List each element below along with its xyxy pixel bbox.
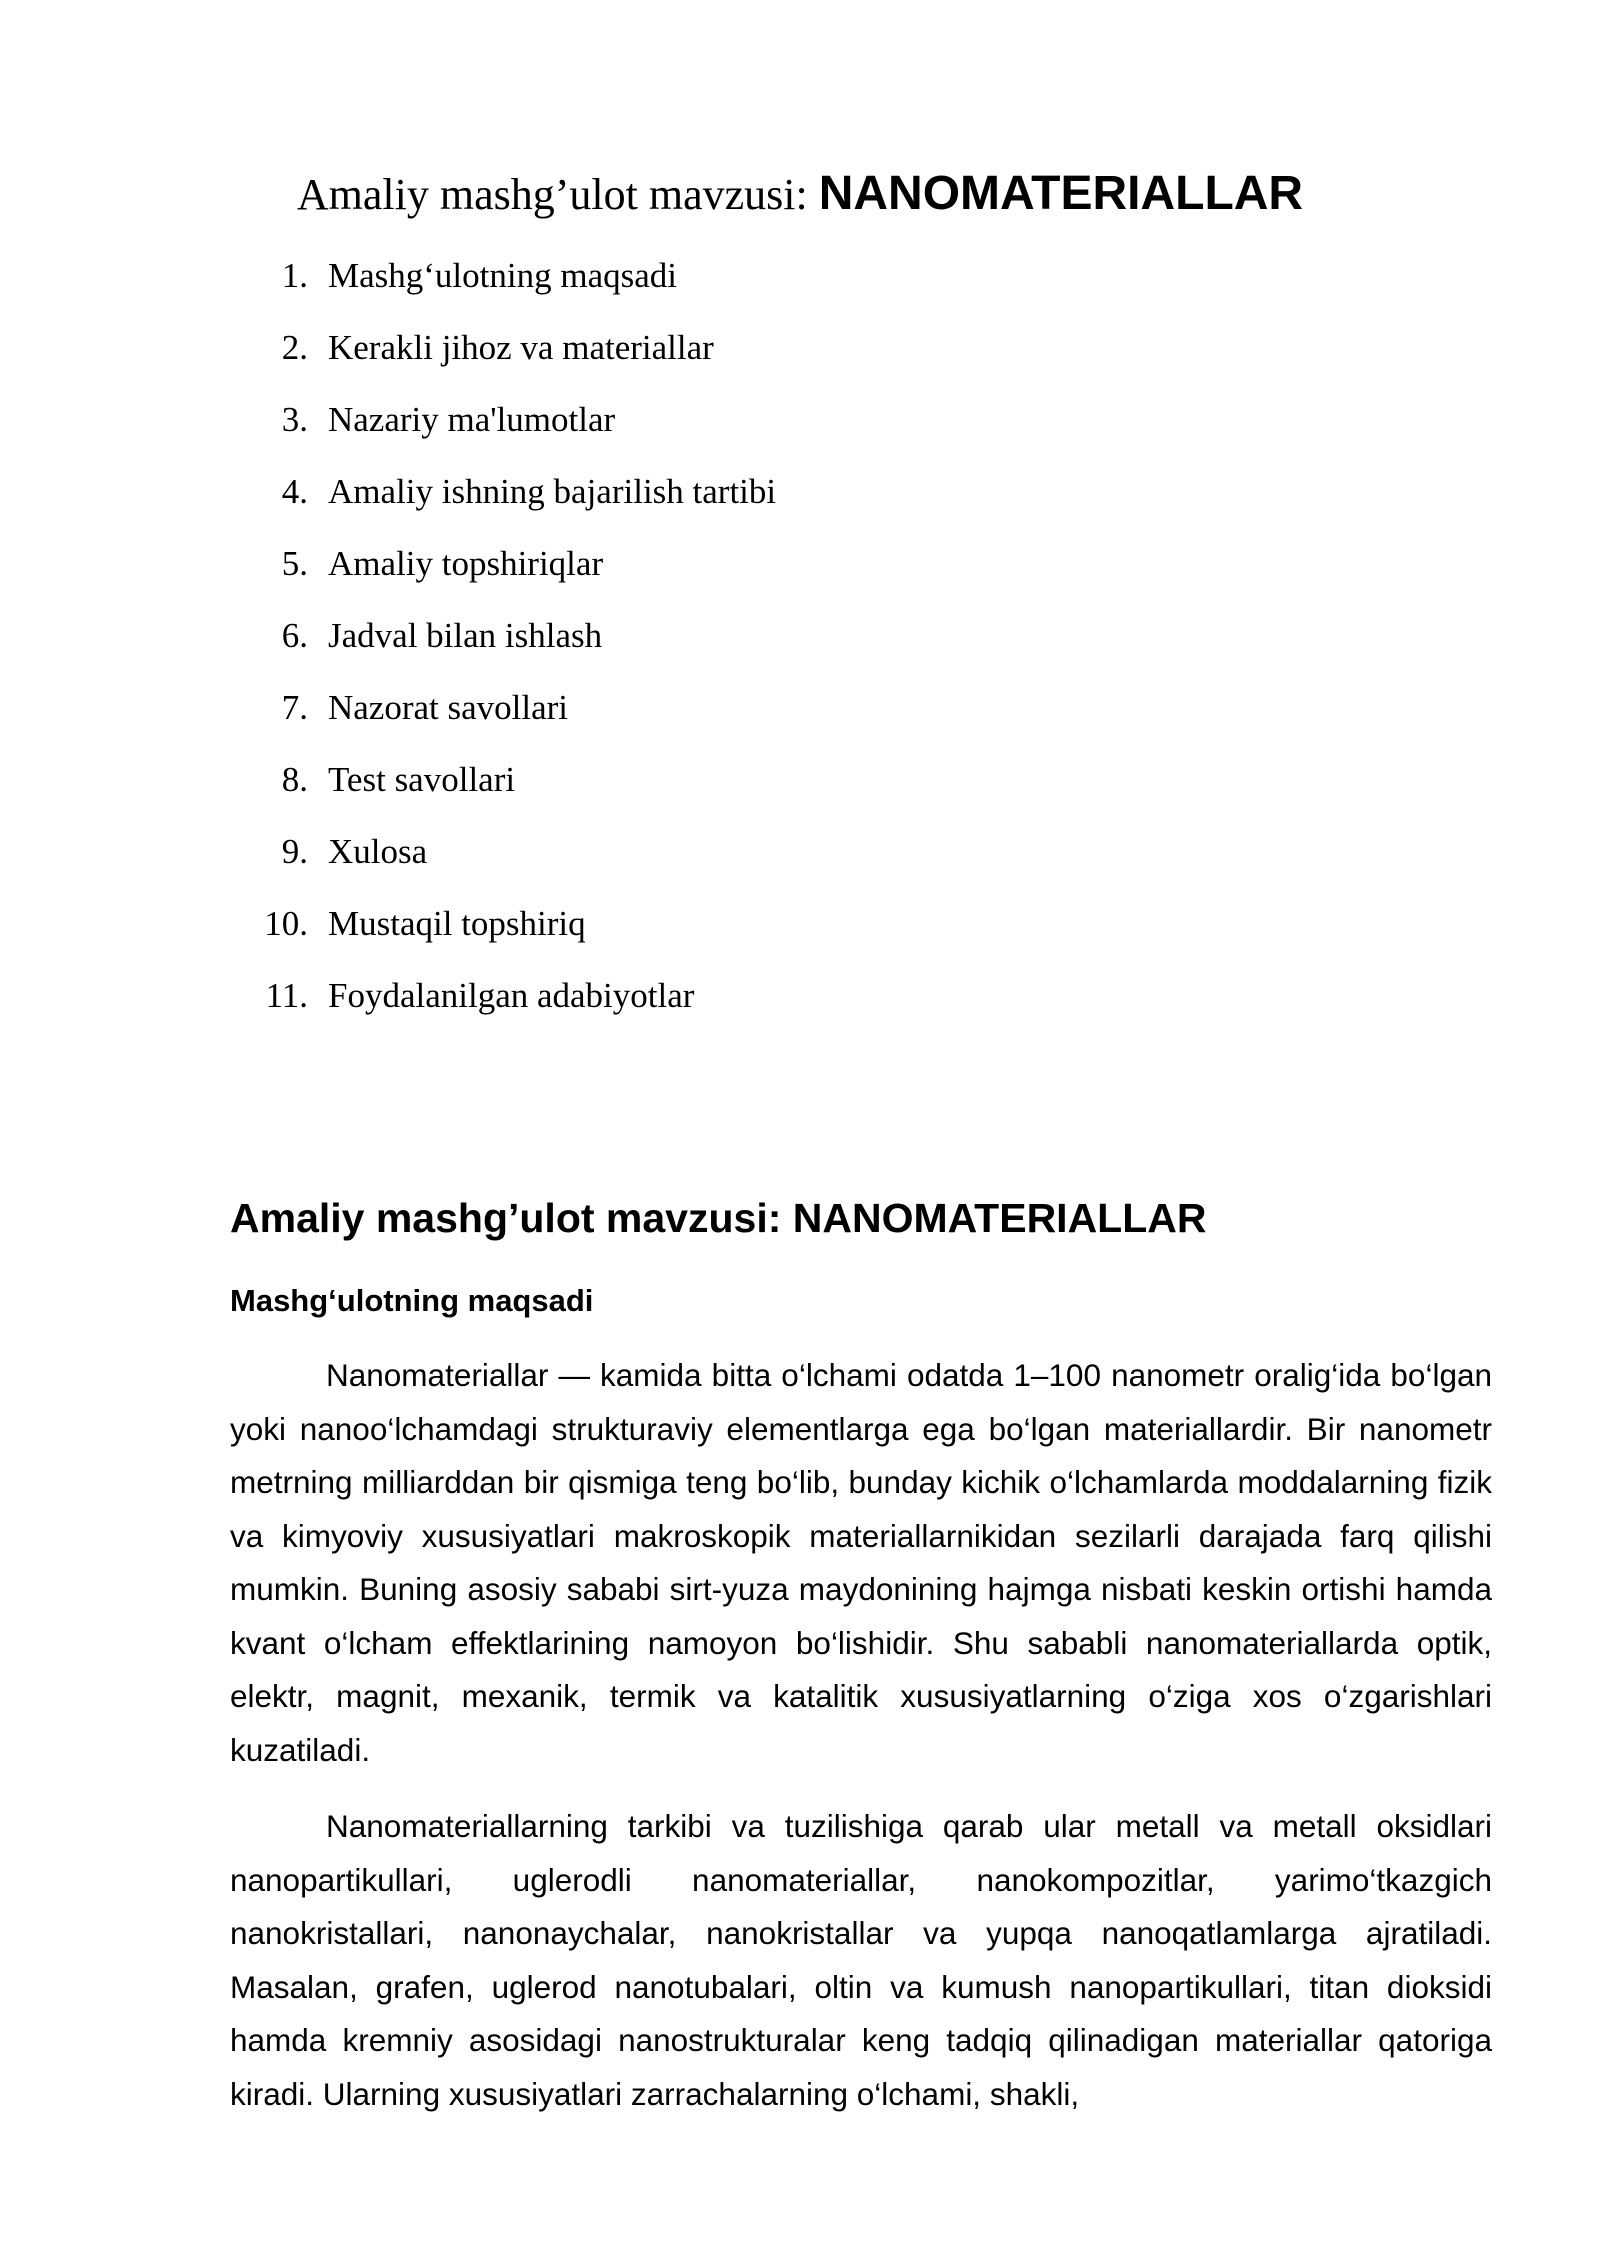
toc-item-number: 7. xyxy=(281,688,308,727)
toc-item-number: 6. xyxy=(281,616,308,655)
toc-item-label: Foydalanilgan adabiyotlar xyxy=(328,976,695,1015)
toc-item-number: 8. xyxy=(281,760,308,799)
toc-item-label: Amaliy topshiriqlar xyxy=(328,544,604,583)
toc-item-number: 9. xyxy=(281,832,308,871)
toc-item-number: 4. xyxy=(281,472,308,511)
toc-item-label: Nazorat savollari xyxy=(328,688,569,727)
body-paragraph: Nanomateriallarning tarkibi va tuzilishiga qarab ular metall va metall oksidlari nanopartikullari, uglerodli nanomateriallar, nanokompozitlar, yarimo‘tkazgich nanokristallari, nanonaychalar, nanokristallar va yupqa nanoqatlamlarga ajratiladi. Masalan, grafen, uglerod nanotubalari, oltin va kumush nanopartikullari, titan dioksidi hamda kremniy asosidagi nanostrukturalar keng tadqiq qilinadigan materiallar qatoriga kiradi. Ularning xususiyatlari zarrachalarning o‘lchami, shakli, xyxy=(230,1808,1492,2112)
section-heading: Amaliy mashg’ulot mavzusi: NANOMATERIALLAR xyxy=(230,1195,1207,1241)
section-subheading: Mashg‘ulotning maqsadi xyxy=(230,1283,594,1318)
toc-item-label: Test savollari xyxy=(328,760,516,799)
toc-item-number: 11. xyxy=(265,976,308,1015)
toc-item-number: 1. xyxy=(281,256,308,295)
toc-item-number: 2. xyxy=(281,328,308,367)
toc-item-label: Mustaqil topshiriq xyxy=(328,904,586,943)
title-topic: NANOMATERIALLAR xyxy=(818,167,1304,220)
toc-item-number: 5. xyxy=(281,544,308,583)
toc-item-number: 10. xyxy=(264,904,308,943)
title-prefix: Amaliy mashg’ulot mavzusi: xyxy=(296,170,819,219)
page-title xyxy=(0,158,1600,241)
toc-item-label: Xulosa xyxy=(328,832,428,871)
toc-item-label: Amaliy ishning bajarilish tartibi xyxy=(328,472,777,511)
toc-item-label: Mashg‘ulotning maqsadi xyxy=(328,256,677,295)
toc-item-number: 3. xyxy=(281,400,308,439)
toc-item-label: Kerakli jihoz va materiallar xyxy=(328,328,714,367)
toc-item-label: Nazariy ma'lumotlar xyxy=(328,400,616,439)
toc-item-label: Jadval bilan ishlash xyxy=(328,616,603,655)
body-paragraph: Nanomateriallar — kamida bitta o‘lchami odatda 1–100 nanometr oralig‘ida bo‘lgan yoki nanoo‘lchamdagi strukturaviy elementlarga ega bo‘lgan materiallardir. Bir nanometr metrning milliarddan bir qismiga teng bo‘lib, bunday kichik o‘lchamlarda moddalarning fizik va kimyoviy xususiyatlari makroskopik materiallarnikidan sezilarli darajada farq qilishi mumkin. Buning asosiy sababi sirt-yuza maydonining hajmga nisbati keskin ortishi hamda kvant o‘lcham effektlarining namoyon bo‘lishidir. Shu sababli nanomateriallarda optik, elektr, magnit, mexanik, termik va katalitik xususiyatlarning o‘ziga xos o‘zgarishlari kuzatiladi. xyxy=(230,1357,1492,1768)
